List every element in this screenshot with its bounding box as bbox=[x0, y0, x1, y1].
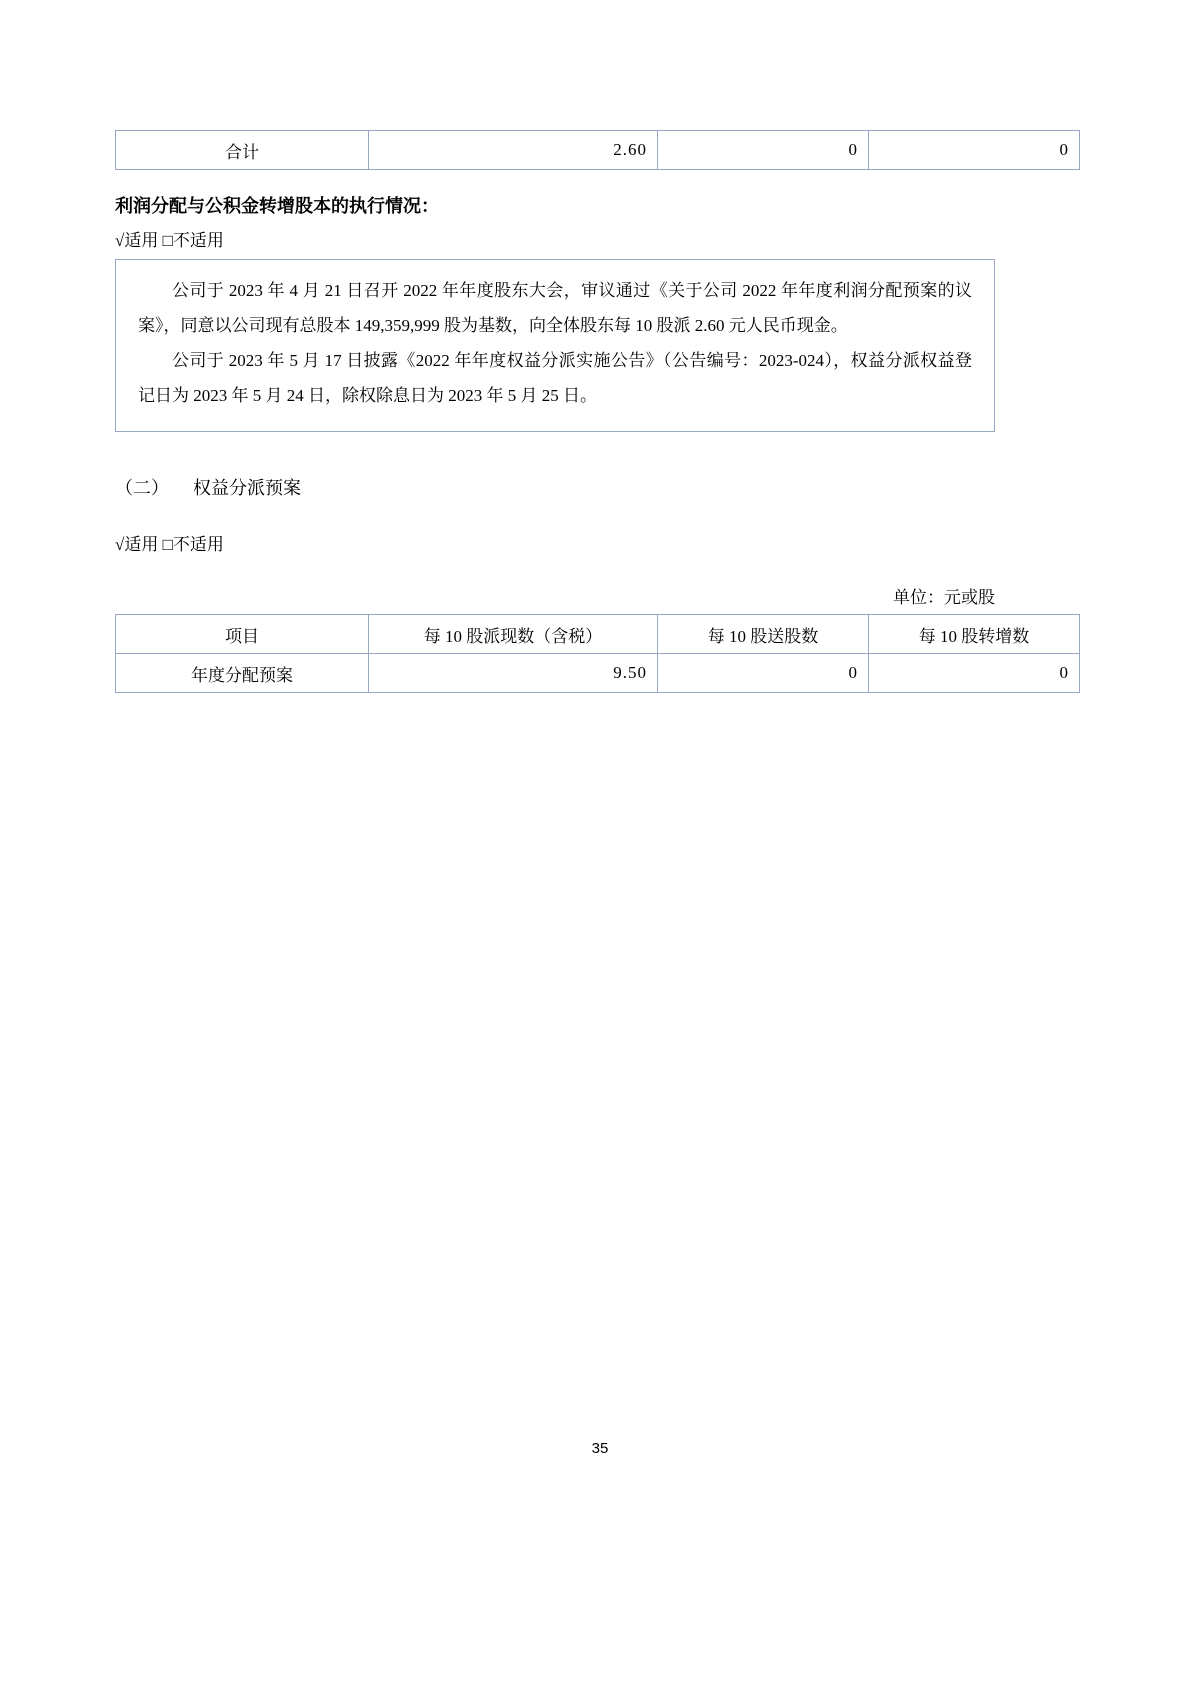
plan-row-item: 年度分配预案 bbox=[116, 654, 369, 693]
header-cash: 每 10 股派现数（含税） bbox=[369, 615, 658, 654]
section-title-text: 权益分派预案 bbox=[193, 478, 301, 499]
section-heading bbox=[115, 474, 995, 500]
section-applicable: √适用 □不适用 bbox=[115, 535, 224, 555]
header-bonus: 每 10 股送股数 bbox=[658, 615, 869, 654]
page-content bbox=[115, 0, 1069, 693]
section-number: （二） bbox=[115, 478, 169, 499]
plan-row-cash: 9.50 bbox=[369, 654, 658, 693]
row-bonus-value: 0 bbox=[658, 131, 869, 170]
spacer bbox=[115, 563, 995, 583]
table-header-row bbox=[116, 615, 1080, 654]
execution-heading: 利润分配与公积金转增股本的执行情况： bbox=[115, 196, 439, 216]
page-number: 35 bbox=[591, 1440, 609, 1457]
distribution-plan-table bbox=[115, 614, 1080, 693]
dividend-summary-table bbox=[115, 130, 1080, 170]
unit-label: 单位：元或股 bbox=[893, 588, 995, 608]
row-capitalize-value: 0 bbox=[869, 131, 1080, 170]
table-row bbox=[116, 654, 1080, 693]
row-item-label: 合计 bbox=[116, 131, 369, 170]
row-cash-value: 2.60 bbox=[369, 131, 658, 170]
top-spacer bbox=[115, 0, 995, 130]
header-item: 项目 bbox=[116, 615, 369, 654]
execution-paragraph-2: 公司于 2023 年 5 月 17 日披露《2022 年年度权益分派实施公告》（公告编号：2023-024），权益分派权益登记日为 2023 年 5 月 24 日，除权除息日为 2023 年 5 月 25 日。 bbox=[138, 350, 972, 405]
execution-text-box bbox=[115, 259, 995, 432]
header-capitalize: 每 10 股转增数 bbox=[869, 615, 1080, 654]
plan-row-bonus: 0 bbox=[658, 654, 869, 693]
execution-paragraph-1: 公司于 2023 年 4 月 21 日召开 2022 年年度股东大会，审议通过《关于公司 2022 年年度利润分配预案的议案》，同意以公司现有总股本 149,359,999 股为基数，向全体股东每 10 股派 2.60 元人民币现金。 bbox=[138, 281, 972, 335]
table-row bbox=[116, 131, 1080, 170]
plan-row-capitalize: 0 bbox=[869, 654, 1080, 693]
execution-applicable: √适用 □不适用 bbox=[115, 231, 224, 250]
